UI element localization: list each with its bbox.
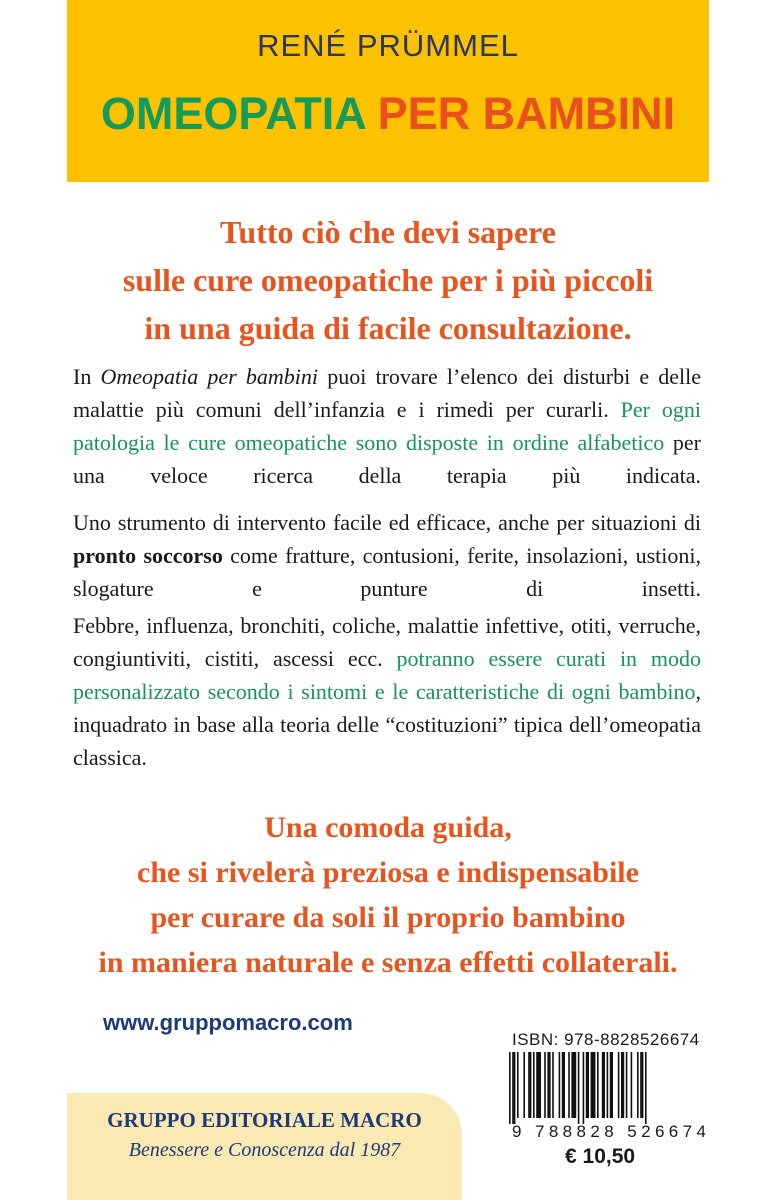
p3-text: , inquadrato in base alla teoria delle “costituzioni” tipica dell’omeopatia classica. bbox=[73, 679, 701, 770]
p1-highlight: Per ogni patologia le cure omeopatiche sono disposte in ordine alfabetico bbox=[73, 397, 701, 455]
description-paragraph-3 bbox=[73, 609, 701, 774]
barcode bbox=[507, 1052, 712, 1124]
title-part-omeopatia: OMEOPATIA bbox=[100, 88, 366, 139]
isbn-label: ISBN: 978-8828526674 bbox=[512, 1030, 700, 1049]
header-band bbox=[67, 0, 709, 182]
title-part-per-bambini: PER BAMBINI bbox=[377, 88, 676, 139]
closing-statement bbox=[0, 805, 776, 985]
closing-line: che si rivelerà preziosa e indispensabile bbox=[137, 856, 639, 889]
closing-line: per curare da soli il proprio bambino bbox=[150, 901, 626, 934]
publisher-name: GRUPPO EDITORIALE MACRO bbox=[107, 1108, 422, 1132]
publisher-motto: Benessere e Conoscenza dal 1987 bbox=[128, 1139, 401, 1161]
p2-bold: pronto soccorso bbox=[73, 543, 223, 568]
tagline-line: sulle cure omeopatiche per i più piccoli bbox=[122, 262, 654, 298]
p2-text: come fratture, contusioni, ferite, insolazioni, ustioni, slogature e punture di insetti. bbox=[73, 543, 701, 601]
description-paragraph-1 bbox=[73, 360, 701, 492]
p1-book-title: Omeopatia per bambini bbox=[100, 364, 319, 389]
tagline-line: Tutto ciò che devi sapere bbox=[220, 214, 556, 250]
tagline bbox=[0, 208, 776, 352]
p1-text: per una veloce ricerca della terapia più indicata. bbox=[73, 430, 701, 488]
p3-highlight: potranno essere curati in modo personalizzato secondo i sintomi e le caratteristiche di ogni bambino bbox=[73, 646, 701, 704]
publisher-box bbox=[67, 1093, 462, 1200]
p2-text: Uno strumento di intervento facile ed efficace, anche per situazioni di bbox=[73, 510, 701, 535]
closing-line: in maniera naturale e senza effetti collaterali. bbox=[98, 946, 678, 979]
p1-text: puoi trovare l’elenco dei disturbi e delle malattie più comuni dell’infanzia e i rimedi per curarli. bbox=[73, 364, 702, 422]
closing-line: Una comoda guida, bbox=[264, 811, 512, 844]
book-title bbox=[67, 88, 709, 140]
tagline-line: in una guida di facile consultazione. bbox=[144, 310, 632, 346]
website-link[interactable]: www.gruppomacro.com bbox=[103, 1010, 353, 1035]
p1-text: In bbox=[73, 364, 101, 389]
author-name: RENÉ PRÜMMEL bbox=[257, 28, 519, 63]
barcode-digits: 9 788828 526674 bbox=[512, 1122, 711, 1141]
price: € 10,50 bbox=[565, 1145, 636, 1168]
description-paragraph-2 bbox=[73, 506, 701, 605]
p3-text: Febbre, influenza, bronchiti, coliche, malattie infettive, otiti, verruche, congiuntiviti, cistiti, ascessi ecc. bbox=[73, 613, 701, 671]
